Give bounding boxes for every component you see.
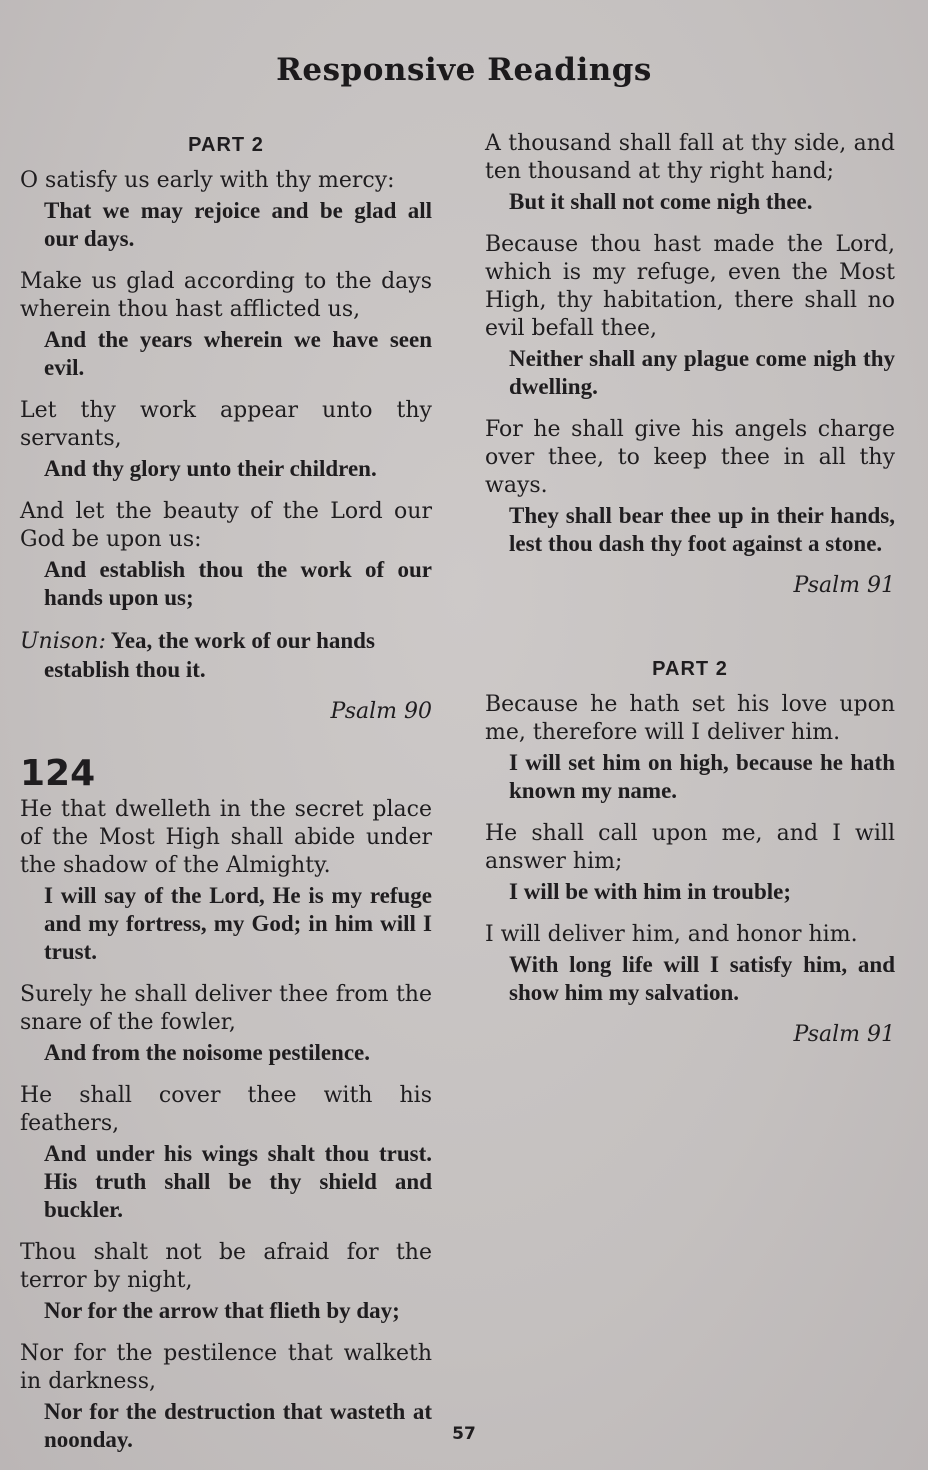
unison-continuation: establish thou it. bbox=[44, 657, 206, 682]
stanza bbox=[20, 796, 432, 966]
reader-line: He shall cover thee with his feathers, bbox=[20, 1083, 432, 1136]
reader-line: O satisfy us early with thy mercy: bbox=[20, 168, 395, 193]
right-column bbox=[485, 130, 895, 1077]
response-line: And thy glory unto their children. bbox=[44, 456, 377, 481]
citation: Psalm 90 bbox=[330, 699, 432, 724]
stanza bbox=[20, 1082, 432, 1224]
stanza bbox=[485, 820, 895, 906]
stanza bbox=[485, 130, 895, 216]
response-line: With long life will I satisfy him, and show him my salvation. bbox=[509, 952, 895, 1005]
response-line: Nor for the arrow that flieth by day; bbox=[44, 1298, 400, 1323]
citation: Psalm 91 bbox=[793, 573, 895, 598]
stanza bbox=[485, 691, 895, 805]
reader-line: And let the beauty of the Lord our God be upon us: bbox=[20, 499, 432, 552]
reader-line: For he shall give his angels charge over thee, to keep thee in all thy ways. bbox=[485, 417, 895, 498]
response-line: And the years wherein we have seen evil. bbox=[44, 327, 432, 380]
reader-line: I will deliver him, and honor him. bbox=[485, 922, 858, 947]
response-line: Neither shall any plague come nigh thy dwelling. bbox=[509, 346, 895, 399]
part-title: PART 2 bbox=[188, 134, 264, 156]
reading-number: 124 bbox=[20, 753, 96, 794]
stanza bbox=[20, 167, 432, 253]
reader-line: Surely he shall deliver thee from the snare of the fowler, bbox=[20, 982, 432, 1035]
unison-text: Yea, the work of our hands bbox=[110, 628, 375, 653]
part-title: PART 2 bbox=[652, 658, 728, 680]
response-line: I will set him on high, because he hath known my name. bbox=[509, 750, 895, 803]
stanza bbox=[485, 231, 895, 401]
stanza bbox=[485, 416, 895, 558]
response-line: But it shall not come nigh thee. bbox=[509, 189, 813, 214]
response-line: I will say of the Lord, He is my refuge and my fortress, my God; in him will I trust. bbox=[44, 883, 432, 964]
stanza bbox=[20, 498, 432, 612]
page-header: Responsive Readings bbox=[276, 52, 652, 88]
stanza bbox=[20, 1239, 432, 1325]
reader-line: He shall call upon me, and I will answer him; bbox=[485, 821, 895, 874]
reader-line: Make us glad according to the days wherein thou hast afflicted us, bbox=[20, 269, 432, 322]
reader-line: Thou shalt not be afraid for the terror by night, bbox=[20, 1240, 432, 1293]
stanza bbox=[20, 981, 432, 1067]
stanza bbox=[20, 397, 432, 483]
unison-line bbox=[20, 627, 432, 684]
reader-line: Because he hath set his love upon me, therefore will I deliver him. bbox=[485, 692, 895, 745]
response-line: Nor for the destruction that wasteth at noonday. bbox=[44, 1399, 432, 1452]
unison-stanza bbox=[20, 627, 432, 684]
stanza bbox=[485, 921, 895, 1007]
response-line: I will be with him in trouble; bbox=[509, 879, 791, 904]
stanza bbox=[20, 268, 432, 382]
response-line: And establish thou the work of our hands upon us; bbox=[44, 557, 432, 610]
page-number: 57 bbox=[452, 1424, 476, 1444]
reader-line: He that dwelleth in the secret place of the Most High shall abide under the shadow of the Almighty. bbox=[20, 797, 432, 878]
unison-label: Unison: bbox=[20, 629, 106, 654]
left-column bbox=[20, 130, 432, 1469]
reader-line: A thousand shall fall at thy side, and ten thousand at thy right hand; bbox=[485, 131, 895, 184]
response-line: And under his wings shalt thou trust. His truth shall be thy shield and buckler. bbox=[44, 1141, 432, 1222]
response-line: That we may rejoice and be glad all our days. bbox=[44, 198, 432, 251]
response-line: And from the noisome pestilence. bbox=[44, 1040, 371, 1065]
reader-line: Nor for the pestilence that walketh in darkness, bbox=[20, 1341, 432, 1394]
citation: Psalm 91 bbox=[793, 1022, 895, 1047]
reader-line: Because thou hast made the Lord, which is my refuge, even the Most High, thy habitation, there shall no evil befall thee, bbox=[485, 232, 895, 341]
reader-line: Let thy work appear unto thy servants, bbox=[20, 398, 432, 451]
response-line: They shall bear thee up in their hands, lest thou dash thy foot against a stone. bbox=[509, 503, 895, 556]
